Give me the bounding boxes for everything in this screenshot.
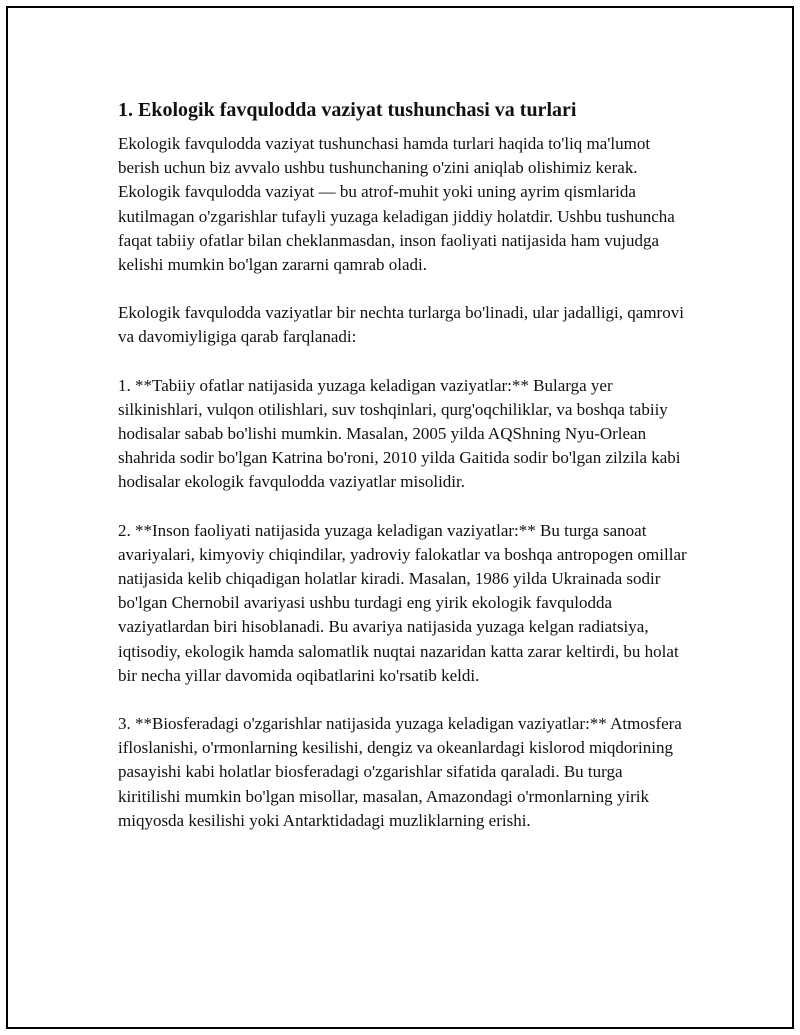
section-heading: 1. Ekologik favqulodda vaziyat tushunchasi va turlari [118, 99, 577, 121]
page-frame [6, 6, 794, 1029]
paragraph-types-intro: Ekologik favqulodda vaziyatlar bir nechta turlarga bo'linadi, ular jadalligi, qamrovi va davomiyligiga qarab farqlanadi: [118, 303, 684, 347]
paragraph-intro: Ekologik favqulodda vaziyat tushunchasi hamda turlari haqida to'liq ma'lumot berish uchun biz avvalo ushbu tushunchaning o'zini aniqlab olishimiz kerak. Ekologik favqulodda vaziyat — bu atrof-muhit yoki uning ayrim qismlarida kutilmagan o'zgarishlar tufayli yuzaga keladigan jiddiy holatdir. Ushbu tushuncha faqat tabiiy ofatlar bilan cheklanmasdan, inson faoliyati natijasida ham vujudga kelishi mumkin bo'lgan zararni qamrab oladi. [118, 134, 675, 275]
paragraph-type-human: 2. **Inson faoliyati natijasida yuzaga keladigan vaziyatlar:** Bu turga sanoat avariyalari, kimyoviy chiqindilar, yadroviy falokatlar va boshqa antropogen omillar natijasida kelib chiqadigan holatlar kiradi. Masalan, 1986 yilda Ukrainada sodir bo'lgan Chernobil avariyasi ushbu turdagi eng yirik ekologik favqulodda vaziyatlardan biri hisoblanadi. Bu avariya natijasida yuzaga kelgan radiatsiya, iqtisodiy, ekologik hamda salomatlik nuqtai nazaridan katta zarar keltirdi, bu holat bir necha yillar davomida oqibatlarini ko'rsatib keldi. [118, 520, 687, 685]
document-body [118, 98, 688, 857]
paragraph-type-biosphere: 3. **Biosferadagi o'zgarishlar natijasida yuzaga keladigan vaziyatlar:** Atmosfera ifloslanishi, o'rmonlarning kesilishi, dengiz va okeanlardagi kislorod miqdorining pasayishi kabi holatlar biosferadagi o'zgarishlar sifatida qaraladi. Bu turga kiritilishi mumkin bo'lgan misollar, masalan, Amazondagi o'rmonlarning yirik miqyosda kesilishi yoki Antarktidadagi muzliklarning erishi. [118, 714, 682, 830]
paragraph-type-natural: 1. **Tabiiy ofatlar natijasida yuzaga keladigan vaziyatlar:** Bularga yer silkinishlari, vulqon otilishlari, suv toshqinlari, qurg'oqchiliklar, va boshqa tabiiy hodisalar sabab bo'lishi mumkin. Masalan, 2005 yilda AQShning Nyu-Orlean shahrida sodir bo'lgan Katrina bo'roni, 2010 yilda Gaitida sodir bo'lgan zilzila kabi hodisalar ekologik favqulodda vaziyatlar misolidir. [118, 375, 681, 492]
